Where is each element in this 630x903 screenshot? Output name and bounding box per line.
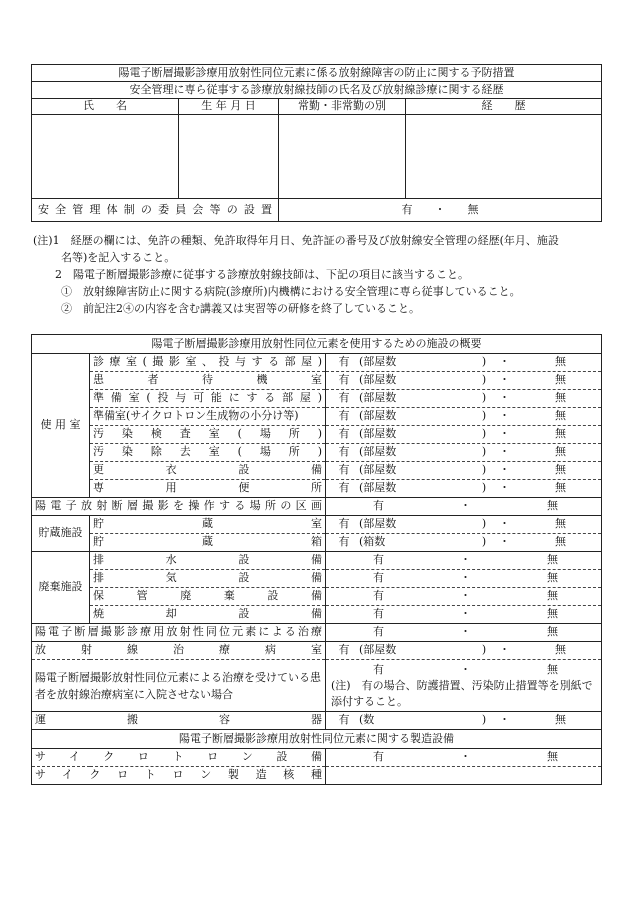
use-room-4: 汚染検査室(場所) <box>90 426 326 444</box>
waste-0: 排水設備 <box>90 552 326 570</box>
status-cell[interactable] <box>279 115 406 199</box>
committee-value[interactable]: 有 ・ 無 <box>279 199 602 222</box>
staff-table <box>31 64 602 222</box>
notes <box>33 232 601 317</box>
therapy-ward-value[interactable]: 有 (部屋数 ) ・ 無 <box>326 642 602 660</box>
mfg-title: 陽電子断層撮影診療用放射性同位元素に関する製造設備 <box>32 730 602 749</box>
col-dob: 生 年 月 日 <box>179 99 279 115</box>
note-2: 2 陽電子断層撮影診療に従事する診療放射線技師は、下記の項目に該当すること。 <box>55 268 469 281</box>
use-room-3-value[interactable]: 有 (部屋数 ) ・ 無 <box>326 408 602 426</box>
use-room-2-value[interactable]: 有 (部屋数 ) ・ 無 <box>326 390 602 408</box>
use-room-0-value[interactable]: 有 (部屋数 ) ・ 無 <box>326 354 602 372</box>
no-admit-value[interactable]: 有 ・ 無 (注) 有の場合、防護措置、汚染防止措置等を別紙で添付すること。 <box>326 660 602 712</box>
use-room-0: 診療室(撮影室、投与する部屋) <box>90 354 326 372</box>
career-cell[interactable] <box>406 115 602 199</box>
note-2-2: ② 前記注2④の内容を含む講義又は実習等の研修を終了していること。 <box>61 302 420 315</box>
use-room-7: 専用便所 <box>90 480 326 498</box>
use-room-4-value[interactable]: 有 (部屋数 ) ・ 無 <box>326 426 602 444</box>
col-name: 氏 名 <box>32 99 179 115</box>
use-room-5-value[interactable]: 有 (部屋数 ) ・ 無 <box>326 444 602 462</box>
storage-0: 貯蔵室 <box>90 516 326 534</box>
committee-label: 安全管理体制の委員会等の設置 <box>32 199 279 222</box>
dob-cell[interactable] <box>179 115 279 199</box>
waste-1-value[interactable]: 有 ・ 無 <box>326 570 602 588</box>
no-admit: 陽電子断層撮影放射性同位元素による治療を受けている患者を放射線治療病室に入院させない場合 <box>32 660 326 712</box>
storage-0-value[interactable]: 有 (部屋数 ) ・ 無 <box>326 516 602 534</box>
note-2-1: ① 放射線障害防止に関する病院(診療所)内機構における安全管理に専ら従事していること。 <box>61 285 521 298</box>
waste-2: 保管廃棄設備 <box>90 588 326 606</box>
note-1b: 名等)を記入すること。 <box>61 251 176 264</box>
waste-0-value[interactable]: 有 ・ 無 <box>326 552 602 570</box>
waste-3: 焼却設備 <box>90 606 326 624</box>
table1-title: 陽電子断層撮影診療用放射性同位元素に係る放射線障害の防止に関する予防措置 <box>32 65 602 82</box>
no-admit-note: (注) 有の場合、防護措置、汚染防止措置等を別紙で添付すること。 <box>331 678 593 708</box>
waste-2-value[interactable]: 有 ・ 無 <box>326 588 602 606</box>
therapy-ward: 放射線治療病室 <box>32 642 326 660</box>
cyclotron: サイクロトロン設備 <box>32 749 326 767</box>
cyclotron-nuclide: サイクロトロン製造核種 <box>32 767 326 785</box>
table2-title: 陽電子断層撮影診療用放射性同位元素を使用するための施設の概要 <box>32 335 602 354</box>
waste-3-value[interactable]: 有 ・ 無 <box>326 606 602 624</box>
cyclotron-value[interactable]: 有 ・ 無 <box>326 749 602 767</box>
use-room-7-value[interactable]: 有 (部屋数 ) ・ 無 <box>326 480 602 498</box>
name-cell[interactable] <box>32 115 179 199</box>
treatment: 陽電子断層撮影診療用放射性同位元素による治療 <box>32 624 326 642</box>
transport-container: 運搬容器 <box>32 712 326 730</box>
group-storage: 貯蔵施設 <box>32 516 90 552</box>
transport-container-value[interactable]: 有 (数 ) ・ 無 <box>326 712 602 730</box>
cyclotron-nuclide-value[interactable] <box>326 767 602 785</box>
pet-operation-area: 陽電子放射断層撮影を操作する場所の区画 <box>32 498 326 516</box>
note-1a: (注)1 経歴の欄には、免許の種類、免許取得年月日、免許証の番号及び放射線安全管理の経歴(年月、施設 <box>33 234 559 247</box>
col-career: 経 歴 <box>406 99 602 115</box>
use-room-6-value[interactable]: 有 (部屋数 ) ・ 無 <box>326 462 602 480</box>
storage-1-value[interactable]: 有 (箱数 ) ・ 無 <box>326 534 602 552</box>
use-room-6: 更衣設備 <box>90 462 326 480</box>
group-use-room: 使 用 室 <box>32 354 90 498</box>
use-room-2: 準備室(投与可能にする部屋) <box>90 390 326 408</box>
use-room-1: 患者待機室 <box>90 372 326 390</box>
use-room-3: 準備室(サイクロトロン生成物の小分け等) <box>90 408 326 426</box>
storage-1: 貯蔵箱 <box>90 534 326 552</box>
pet-operation-area-value[interactable]: 有 ・ 無 <box>326 498 602 516</box>
use-room-5: 汚染除去室(場所) <box>90 444 326 462</box>
col-status: 常勤・非常勤の別 <box>279 99 406 115</box>
waste-1: 排気設備 <box>90 570 326 588</box>
facility-table <box>31 334 602 785</box>
table1-subtitle: 安全管理に専ら従事する診療放射線技師の氏名及び放射線診療に関する経歴 <box>32 82 602 99</box>
treatment-value[interactable]: 有 ・ 無 <box>326 624 602 642</box>
use-room-1-value[interactable]: 有 (部屋数 ) ・ 無 <box>326 372 602 390</box>
group-waste: 廃棄施設 <box>32 552 90 624</box>
